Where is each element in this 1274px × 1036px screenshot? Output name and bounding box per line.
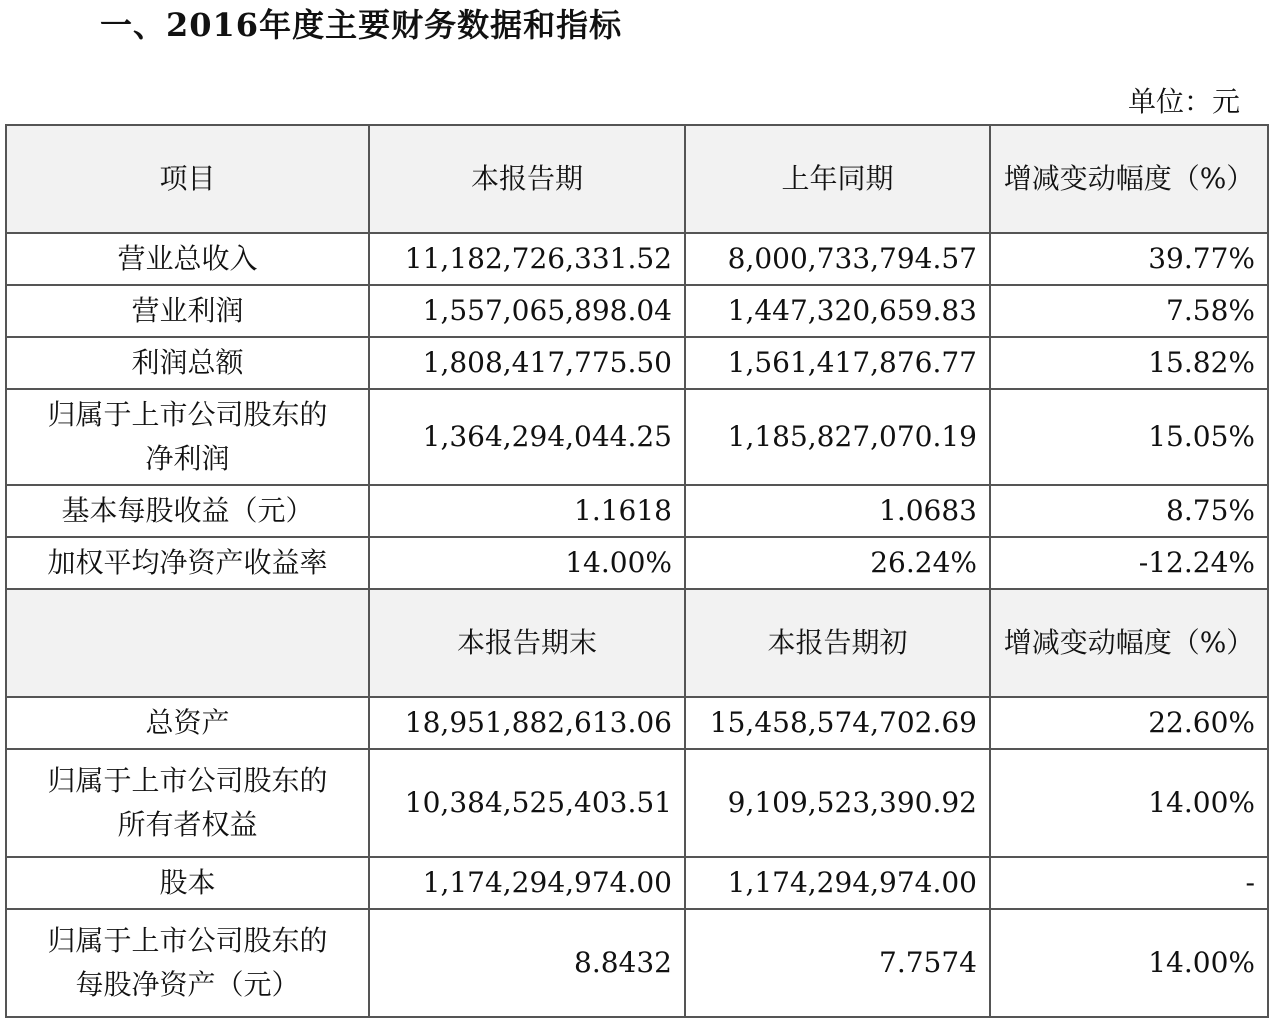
row-change: 14.00% bbox=[990, 749, 1268, 857]
financial-data-table bbox=[5, 124, 1269, 1018]
row-item-line2: 净利润 bbox=[145, 442, 230, 475]
row-current: 14.00% bbox=[369, 537, 685, 589]
table-row bbox=[6, 389, 1268, 485]
header-change-2: 增减变动幅度（%） bbox=[990, 589, 1268, 697]
row-item: 利润总额 bbox=[6, 337, 369, 389]
row-item-line1: 归属于上市公司股东的 bbox=[47, 924, 328, 957]
row-change: - bbox=[990, 857, 1268, 909]
table-row bbox=[6, 233, 1268, 285]
row-current: 1.1618 bbox=[369, 485, 685, 537]
row-prior: 1,174,294,974.00 bbox=[685, 857, 990, 909]
table-row bbox=[6, 857, 1268, 909]
table-row bbox=[6, 337, 1268, 389]
table-row bbox=[6, 749, 1268, 857]
header-change: 增减变动幅度（%） bbox=[990, 125, 1268, 233]
row-item bbox=[6, 909, 369, 1017]
row-current: 1,174,294,974.00 bbox=[369, 857, 685, 909]
row-prior: 1.0683 bbox=[685, 485, 990, 537]
row-current: 11,182,726,331.52 bbox=[369, 233, 685, 285]
table-header-row bbox=[6, 125, 1268, 233]
row-item: 加权平均净资产收益率 bbox=[6, 537, 369, 589]
row-item-line2: 所有者权益 bbox=[117, 808, 258, 841]
row-prior: 9,109,523,390.92 bbox=[685, 749, 990, 857]
table-row bbox=[6, 537, 1268, 589]
table-header-row-2 bbox=[6, 589, 1268, 697]
row-item: 总资产 bbox=[6, 697, 369, 749]
row-prior: 1,447,320,659.83 bbox=[685, 285, 990, 337]
row-prior: 7.7574 bbox=[685, 909, 990, 1017]
table-row bbox=[6, 909, 1268, 1017]
header-period-start: 本报告期初 bbox=[685, 589, 990, 697]
table-row bbox=[6, 485, 1268, 537]
row-current: 8.8432 bbox=[369, 909, 685, 1017]
row-prior: 1,185,827,070.19 bbox=[685, 389, 990, 485]
header-period-end: 本报告期末 bbox=[369, 589, 685, 697]
row-item: 营业总收入 bbox=[6, 233, 369, 285]
row-change: 39.77% bbox=[990, 233, 1268, 285]
row-change: 7.58% bbox=[990, 285, 1268, 337]
row-prior: 15,458,574,702.69 bbox=[685, 697, 990, 749]
row-prior: 8,000,733,794.57 bbox=[685, 233, 990, 285]
row-item bbox=[6, 389, 369, 485]
header-prior: 上年同期 bbox=[685, 125, 990, 233]
row-item: 股本 bbox=[6, 857, 369, 909]
row-item: 营业利润 bbox=[6, 285, 369, 337]
row-current: 1,364,294,044.25 bbox=[369, 389, 685, 485]
row-item-line1: 归属于上市公司股东的 bbox=[47, 764, 328, 797]
header-item: 项目 bbox=[6, 125, 369, 233]
row-item-line2: 每股净资产（元） bbox=[75, 968, 300, 1001]
section-title: 一、2016年度主要财务数据和指标 bbox=[100, 6, 623, 44]
row-current: 1,557,065,898.04 bbox=[369, 285, 685, 337]
row-change: 15.05% bbox=[990, 389, 1268, 485]
row-change: -12.24% bbox=[990, 537, 1268, 589]
table-row bbox=[6, 697, 1268, 749]
row-item: 基本每股收益（元） bbox=[6, 485, 369, 537]
header-current: 本报告期 bbox=[369, 125, 685, 233]
row-current: 1,808,417,775.50 bbox=[369, 337, 685, 389]
table-row bbox=[6, 285, 1268, 337]
row-change: 15.82% bbox=[990, 337, 1268, 389]
row-item bbox=[6, 749, 369, 857]
row-change: 22.60% bbox=[990, 697, 1268, 749]
header-item-2 bbox=[6, 589, 369, 697]
row-change: 8.75% bbox=[990, 485, 1268, 537]
row-item-line1: 归属于上市公司股东的 bbox=[47, 398, 328, 431]
row-current: 18,951,882,613.06 bbox=[369, 697, 685, 749]
row-current: 10,384,525,403.51 bbox=[369, 749, 685, 857]
row-prior: 1,561,417,876.77 bbox=[685, 337, 990, 389]
row-change: 14.00% bbox=[990, 909, 1268, 1017]
unit-label: 单位：元 bbox=[1127, 85, 1240, 118]
row-prior: 26.24% bbox=[685, 537, 990, 589]
